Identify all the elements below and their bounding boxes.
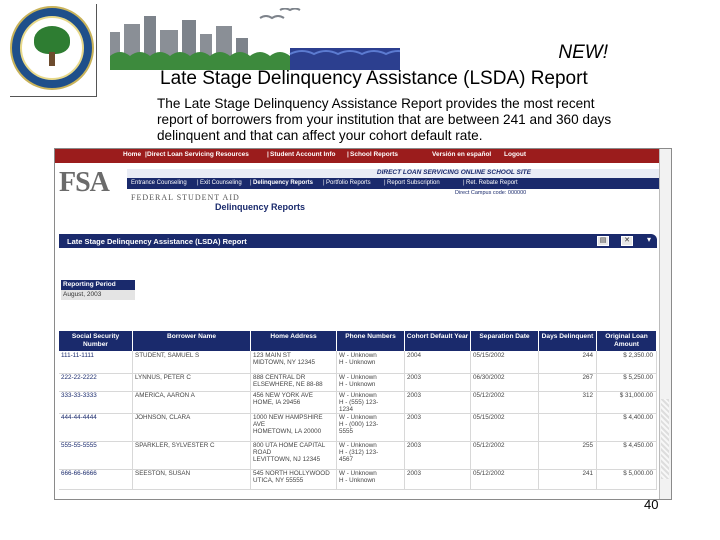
table-cell: $ 31,000.00 bbox=[597, 391, 657, 413]
site-banner-title: DIRECT LOAN SERVICING ONLINE SCHOOL SITE bbox=[376, 169, 531, 176]
top-nav-item[interactable]: Versión en español bbox=[432, 151, 492, 158]
table-cell: 312 bbox=[539, 391, 597, 413]
skyline-banner-image bbox=[110, 8, 400, 70]
new-label: NEW! bbox=[558, 42, 608, 63]
table-row bbox=[59, 441, 657, 470]
table-cell: W - Unknown H - Unknown bbox=[337, 373, 405, 391]
table-cell[interactable]: 111-11-1111 bbox=[59, 351, 133, 373]
table-cell: 1000 NEW HAMPSHIRE AVE HOMETOWN, LA 20000 bbox=[251, 413, 337, 441]
nav-separator: | bbox=[463, 180, 465, 186]
table-cell: JOHNSON, CLARA bbox=[133, 413, 251, 441]
reporting-period-value: August, 2003 bbox=[61, 290, 135, 300]
table-row bbox=[59, 373, 657, 392]
table-cell: 2003 bbox=[405, 373, 471, 391]
table-cell: 255 bbox=[539, 441, 597, 469]
column-header[interactable]: Days Delinquent bbox=[539, 331, 597, 351]
table-cell: 267 bbox=[539, 373, 597, 391]
table-cell: $ 5,250.00 bbox=[597, 373, 657, 391]
top-nav-item[interactable]: Logout bbox=[504, 151, 527, 158]
table-cell: STUDENT, SAMUEL S bbox=[133, 351, 251, 373]
table-cell: W - Unknown H - (312) 123- 4567 bbox=[337, 441, 405, 469]
table-cell[interactable]: 555-55-5555 bbox=[59, 441, 133, 469]
table-row bbox=[59, 351, 657, 374]
top-nav-item[interactable]: Student Account Info bbox=[270, 151, 336, 158]
top-navigation bbox=[55, 149, 671, 163]
table-row bbox=[59, 469, 657, 490]
table-cell: 05/15/2002 bbox=[471, 351, 539, 373]
chevron-down-icon[interactable]: ▾ bbox=[647, 235, 652, 244]
sub-nav-item[interactable]: Entrance Counseling bbox=[131, 180, 187, 186]
nav-separator: | bbox=[250, 180, 252, 186]
table-cell: $ 5,000.00 bbox=[597, 469, 657, 489]
table-cell: 05/12/2002 bbox=[471, 441, 539, 469]
sub-nav-item[interactable]: Portfolio Reports bbox=[326, 180, 371, 186]
site-banner bbox=[127, 169, 671, 179]
report-title-bar bbox=[59, 234, 657, 248]
department-of-education-seal bbox=[10, 6, 94, 90]
table-cell: W - Unknown H - (000) 123- 5555 bbox=[337, 413, 405, 441]
table-cell bbox=[539, 413, 597, 441]
table-cell: $ 4,400.00 bbox=[597, 413, 657, 441]
nav-separator: | bbox=[323, 180, 325, 186]
table-cell: 05/12/2002 bbox=[471, 469, 539, 489]
campus-code-text: Direct Campus code: 000000 bbox=[455, 190, 527, 196]
nav-separator: | bbox=[384, 180, 386, 186]
table-cell: 2004 bbox=[405, 351, 471, 373]
table-cell: 244 bbox=[539, 351, 597, 373]
sub-nav-item[interactable]: Ret. Rebate Report bbox=[466, 180, 518, 186]
nav-separator: | bbox=[145, 151, 147, 158]
table-cell: LYNNUS, PETER C bbox=[133, 373, 251, 391]
slide-description: The Late Stage Delinquency Assistance Report provides the most recent report of borrowers from your institution that are between 241 and 360 days delinquent and that can affect your cohort default rate. bbox=[157, 96, 612, 143]
table-cell: AMERICA, AARON A bbox=[133, 391, 251, 413]
page-heading: Delinquency Reports bbox=[215, 202, 306, 212]
table-cell[interactable]: 444-44-4444 bbox=[59, 413, 133, 441]
table-cell: W - Unknown H - Unknown bbox=[337, 351, 405, 373]
column-header[interactable]: Borrower Name bbox=[133, 331, 251, 351]
sub-nav-item[interactable]: Delinquency Reports bbox=[253, 180, 314, 186]
top-nav-item[interactable]: School Reports bbox=[350, 151, 399, 158]
table-cell: 2003 bbox=[405, 469, 471, 489]
column-header[interactable]: Home Address bbox=[251, 331, 337, 351]
page-number: 40 bbox=[644, 497, 659, 512]
table-cell: 05/15/2002 bbox=[471, 413, 539, 441]
table-cell: 456 NEW YORK AVE HOME, IA 29456 bbox=[251, 391, 337, 413]
nav-separator: | bbox=[267, 151, 269, 158]
table-cell: 123 MAIN ST MIDTOWN, NY 12345 bbox=[251, 351, 337, 373]
sub-nav-item[interactable]: Exit Counseling bbox=[200, 180, 242, 186]
table-row bbox=[59, 391, 657, 414]
table-cell: $ 4,450.00 bbox=[597, 441, 657, 469]
column-header[interactable]: Original Loan Amount bbox=[597, 331, 657, 351]
nav-separator: | bbox=[197, 180, 199, 186]
top-nav-item[interactable]: Home bbox=[123, 151, 142, 158]
table-cell: 241 bbox=[539, 469, 597, 489]
table-cell: 2003 bbox=[405, 391, 471, 413]
table-cell: 545 NORTH HOLLYWOOD UTICA, NY 55555 bbox=[251, 469, 337, 489]
x-icon[interactable]: ✕ bbox=[621, 236, 633, 246]
report-screenshot bbox=[54, 148, 672, 500]
table-row bbox=[59, 413, 657, 442]
table-cell: W - Unknown H - Unknown bbox=[337, 469, 405, 489]
table-cell: 2003 bbox=[405, 413, 471, 441]
printer-icon[interactable]: ▤ bbox=[597, 236, 609, 246]
table-cell: 888 CENTRAL DR ELSEWHERE, NE 88-88 bbox=[251, 373, 337, 391]
table-cell: 05/12/2002 bbox=[471, 391, 539, 413]
column-header[interactable]: Separation Date bbox=[471, 331, 539, 351]
sub-navigation bbox=[127, 179, 671, 189]
table-cell: W - Unknown H - (555) 123- 1234 bbox=[337, 391, 405, 413]
nav-separator: | bbox=[347, 151, 349, 158]
fsa-logo: FSA bbox=[59, 167, 109, 198]
table-cell[interactable]: 666-66-6666 bbox=[59, 469, 133, 489]
reporting-period-label: Reporting Period bbox=[61, 280, 135, 290]
column-header[interactable]: Cohort Default Year bbox=[405, 331, 471, 351]
table-cell: $ 2,350.00 bbox=[597, 351, 657, 373]
table-cell: 06/30/2002 bbox=[471, 373, 539, 391]
top-nav-item[interactable]: Direct Loan Servicing Resources bbox=[147, 151, 249, 158]
table-cell: SPARKLER, SYLVESTER C bbox=[133, 441, 251, 469]
sub-nav-item[interactable]: Report Subscription bbox=[387, 180, 440, 186]
table-cell: 800 UTA HOME CAPITAL ROAD LEVITTOWN, NJ 12345 bbox=[251, 441, 337, 469]
fsa-logo-subtitle: FEDERAL STUDENT AID bbox=[131, 193, 240, 202]
table-cell[interactable]: 222-22-2222 bbox=[59, 373, 133, 391]
column-header[interactable]: Phone Numbers bbox=[337, 331, 405, 351]
scrollbar-thumb[interactable] bbox=[661, 399, 669, 479]
table-cell: 2003 bbox=[405, 441, 471, 469]
slide-title: Late Stage Delinquency Assistance (LSDA) Report bbox=[160, 68, 588, 89]
table-cell: SEESTON, SUSAN bbox=[133, 469, 251, 489]
report-table bbox=[59, 331, 657, 497]
table-cell[interactable]: 333-33-3333 bbox=[59, 391, 133, 413]
report-title: Late Stage Delinquency Assistance (LSDA) Report bbox=[67, 237, 247, 246]
column-header[interactable]: Social Security Number bbox=[59, 331, 133, 351]
